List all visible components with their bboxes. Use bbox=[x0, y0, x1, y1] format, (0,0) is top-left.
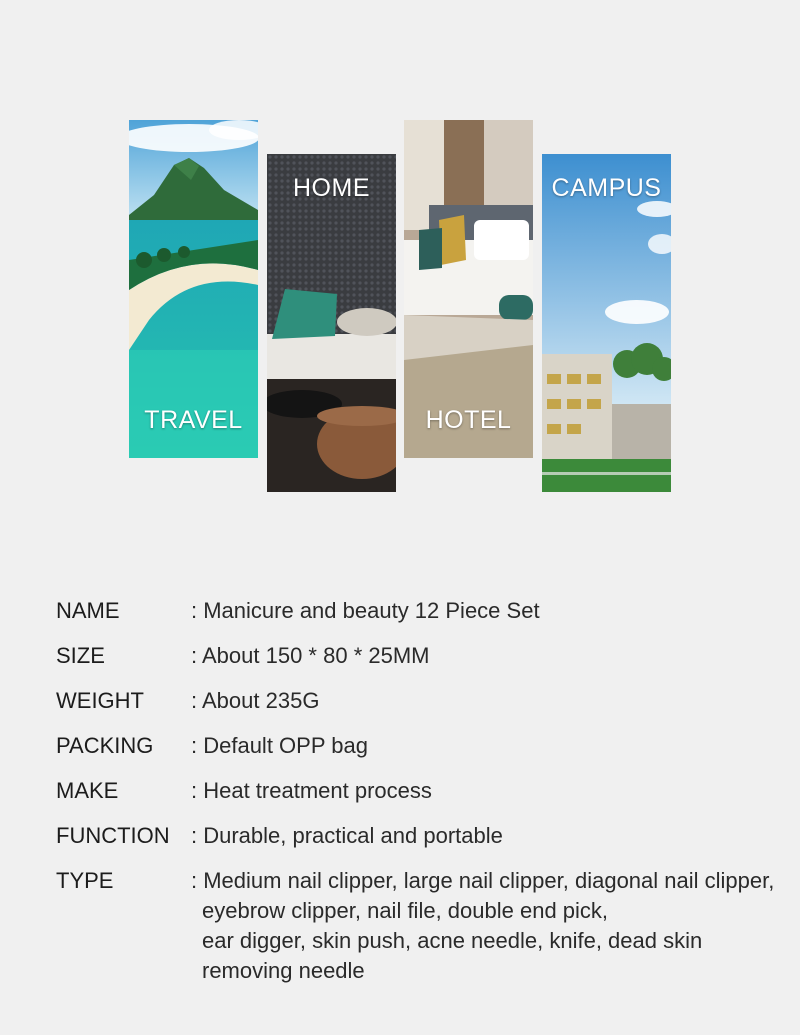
spec-row-size bbox=[56, 641, 776, 671]
spec-value-line: removing needle bbox=[202, 958, 365, 983]
spec-value-line: eyebrow clipper, nail file, double end pick, bbox=[202, 898, 609, 923]
spec-row-packing bbox=[56, 731, 776, 761]
spec-value-line: : About 235G bbox=[191, 688, 320, 713]
living-room-photo bbox=[267, 154, 396, 492]
spec-value bbox=[191, 686, 319, 716]
hotel-panel bbox=[404, 120, 533, 458]
spec-row-name bbox=[56, 596, 776, 626]
spec-value bbox=[191, 866, 774, 986]
spec-value-line: ear digger, skin push, acne needle, knife, dead skin bbox=[202, 928, 703, 953]
spec-value bbox=[191, 731, 368, 761]
spec-label: FUNCTION bbox=[56, 823, 170, 848]
spec-value-line: : Durable, practical and portable bbox=[191, 823, 503, 848]
home-panel bbox=[267, 154, 396, 492]
travel-panel bbox=[129, 120, 258, 458]
spec-label: NAME bbox=[56, 598, 120, 623]
spec-label: MAKE bbox=[56, 778, 119, 803]
spec-value-line: : Default OPP bag bbox=[191, 733, 368, 758]
spec-value bbox=[191, 596, 540, 626]
spec-value-line: : About 150 * 80 * 25MM bbox=[191, 643, 430, 668]
spec-value-line: : Medium nail clipper, large nail clipper, diagonal nail clipper, bbox=[191, 868, 775, 893]
hotel-label: HOTEL bbox=[425, 406, 512, 434]
spec-label: TYPE bbox=[56, 868, 114, 893]
campus-label: CAMPUS bbox=[551, 174, 662, 202]
travel-label: TRAVEL bbox=[144, 406, 243, 434]
spec-value-line: : Manicure and beauty 12 Piece Set bbox=[191, 598, 540, 623]
spec-label: SIZE bbox=[56, 643, 105, 668]
campus-panel bbox=[542, 154, 671, 492]
product-specs bbox=[56, 596, 776, 1001]
spec-row-weight bbox=[56, 686, 776, 716]
spec-row-function bbox=[56, 821, 776, 851]
spec-value bbox=[191, 641, 430, 671]
spec-value bbox=[191, 776, 432, 806]
spec-label: WEIGHT bbox=[56, 688, 144, 713]
spec-row-make bbox=[56, 776, 776, 806]
home-label: HOME bbox=[293, 174, 370, 202]
spec-row-type bbox=[56, 866, 776, 986]
spec-label: PACKING bbox=[56, 733, 154, 758]
spec-value-line: : Heat treatment process bbox=[191, 778, 432, 803]
spec-value bbox=[191, 821, 503, 851]
campus-building-photo bbox=[542, 154, 671, 492]
